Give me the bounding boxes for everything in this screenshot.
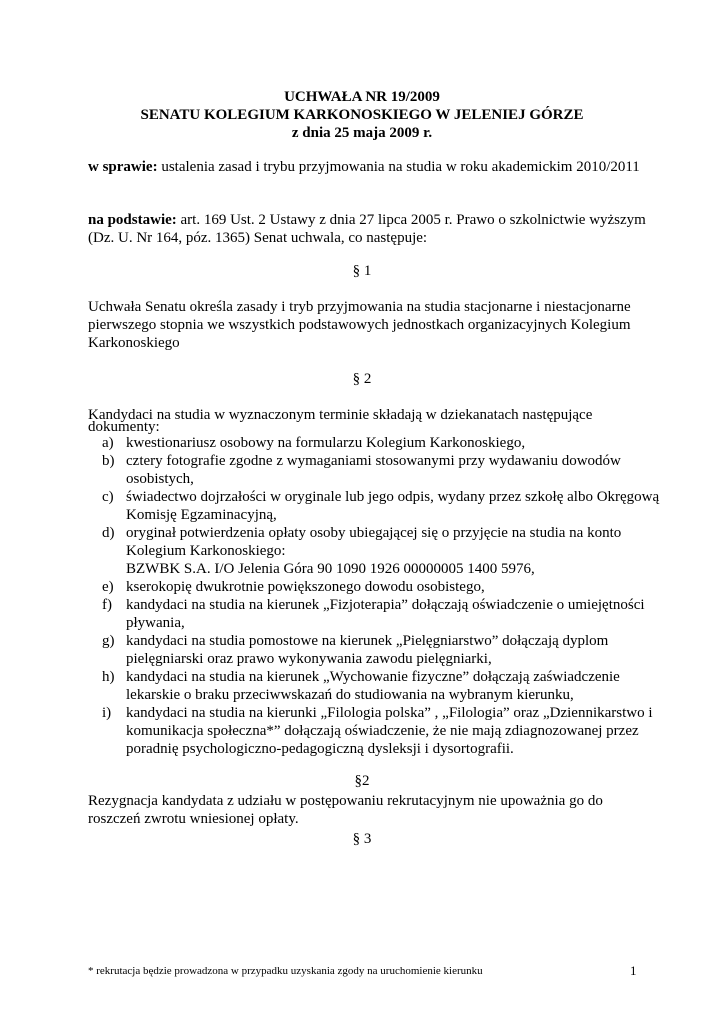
section-1-text: Uchwała Senatu określa zasady i tryb przyjmowania na studia stacjonarne i niestacjonarne pierwszego stopnia we wszystkich podstawowych jednostkach organizacyjnych Kolegium Karkonoskiego bbox=[88, 299, 631, 351]
section-2b-mark: §2 bbox=[354, 773, 370, 789]
list-item bbox=[88, 488, 668, 524]
legal-basis-text: art. 169 Ust. 2 Ustawy z dnia 27 lipca 2005 r. Prawo o szkolnictwie wyższym (Dz. U. Nr 164, póz. 1365) Senat uchwala, co następuje: bbox=[88, 212, 646, 246]
resolution-date: z dnia 25 maja 2009 r. bbox=[291, 125, 433, 141]
list-item-label: h) bbox=[102, 669, 115, 685]
list-item-label: a) bbox=[102, 435, 114, 451]
legal-basis bbox=[88, 211, 648, 247]
list-item-text: cztery fotografie zgodne z wymaganiami stosowanymi przy wydawaniu dowodów osobistych, bbox=[126, 453, 621, 487]
list-item bbox=[88, 668, 668, 704]
list-item-text: świadectwo dojrzałości w oryginale lub jego odpis, wydany przez szkołę albo Okręgową Komisję Egzaminacyjną, bbox=[126, 489, 660, 523]
list-item-label: d) bbox=[102, 525, 115, 541]
list-item-text: kwestionariusz osobowy na formularzu Kolegium Karkonoskiego, bbox=[126, 435, 526, 451]
subject-line bbox=[88, 158, 640, 176]
list-item-label: c) bbox=[102, 489, 114, 505]
list-item bbox=[88, 596, 668, 632]
page-number: 1 bbox=[630, 963, 637, 978]
resolution-number: UCHWAŁA NR 19/2009 bbox=[284, 89, 440, 105]
list-item-label: e) bbox=[102, 579, 114, 595]
subject-label: w sprawie: bbox=[88, 159, 158, 175]
senate-name: SENATU KOLEGIUM KARKONOSKIEGO W JELENIEJ GÓRZE bbox=[140, 107, 584, 123]
documents-list bbox=[88, 434, 668, 758]
list-item bbox=[88, 632, 668, 668]
bank-account: BZWBK S.A. I/O Jelenia Góra 90 1090 1926 00000005 1400 5976, bbox=[126, 561, 535, 577]
list-item-label: f) bbox=[102, 597, 112, 613]
list-item-text: kandydaci na studia na kierunek „Wychowanie fizyczne” dołączają zaświadczenie lekarskie o braku przeciwwskazań do studiowania na wybranym kierunku, bbox=[126, 669, 620, 703]
list-item bbox=[88, 452, 668, 488]
section-1-mark: § 1 bbox=[352, 263, 372, 279]
list-item bbox=[88, 434, 668, 452]
subject-text: ustalenia zasad i trybu przyjmowania na studia w roku akademickim 2010/2011 bbox=[157, 159, 640, 175]
list-item bbox=[88, 524, 668, 578]
section-3-mark: § 3 bbox=[352, 831, 372, 847]
list-item-label: g) bbox=[102, 633, 115, 649]
list-item-text: kandydaci na studia pomostowe na kierunek „Pielęgniarstwo” dołączają dyplom pielęgniarski oraz prawo wykonywania zawodu pielęgniarki, bbox=[126, 633, 609, 667]
list-item bbox=[88, 578, 668, 596]
section-2-mark: § 2 bbox=[352, 371, 372, 387]
list-item-label: i) bbox=[102, 705, 112, 721]
legal-basis-label: na podstawie: bbox=[88, 212, 177, 228]
list-item-text: kserokopię dwukrotnie powiększonego dowodu osobistego, bbox=[126, 579, 485, 595]
resolution-header bbox=[0, 88, 724, 142]
list-item-text: kandydaci na studia na kierunek „Fizjoterapia” dołączają oświadczenie o umiejętności pływania, bbox=[126, 597, 645, 631]
list-item-label: b) bbox=[102, 453, 115, 469]
footnote: * rekrutacja będzie prowadzona w przypadku uzyskania zgody na uruchomienie kierunku bbox=[88, 965, 483, 977]
section-2b-text: Rezygnacja kandydata z udziału w postępowaniu rekrutacyjnym nie upoważnia go do roszczeń zwrotu wniesionej opłaty. bbox=[88, 793, 603, 827]
list-item-text: kandydaci na studia na kierunki „Filologia polska” , „Filologia” oraz „Dziennikarstwo i komunikacja społeczna*” dołączają oświadczenie, że nie mają zdiagnozowanej przez poradnię psychologiczno-pedagogiczną dysleksji i dysortografii. bbox=[126, 705, 653, 757]
section-2-intro: Kandydaci na studia w wyznaczonym terminie składają w dziekanatach następujące bbox=[88, 407, 593, 423]
list-item bbox=[88, 704, 668, 758]
section-2-intro-cont: dokumenty: bbox=[88, 419, 160, 435]
list-item-text: oryginał potwierdzenia opłaty osoby ubiegającej się o przyjęcie na studia na konto Kolegium Karkonoskiego: bbox=[126, 525, 622, 559]
